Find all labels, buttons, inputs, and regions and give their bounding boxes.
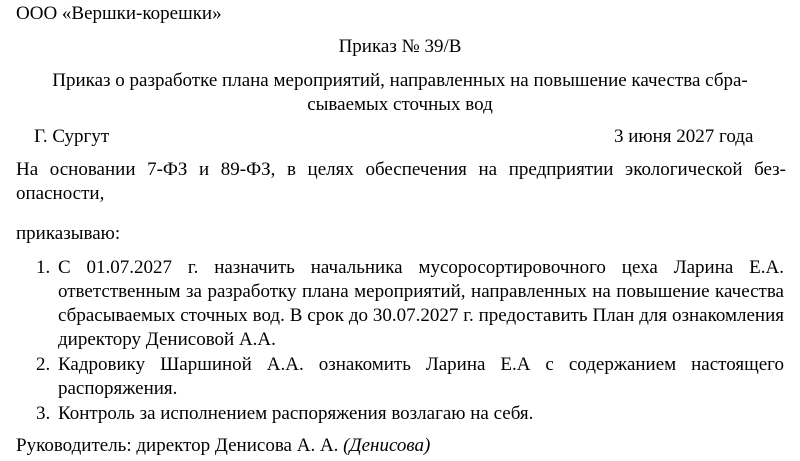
item-number: 3. [36, 403, 51, 424]
order-item [36, 256, 784, 352]
item-number: 1. [36, 257, 51, 278]
item-text: С 01.07.2027 г. назначить начальника мусоросортировочного цеха Ларина Е.А. ответственным за разработку плана мероприятий, направленных на повышение качества сбрасываемых сточных вод. В срок до 30.07.2027 г. предоставить План для ознакомления директору Денисовой А.А. [58, 257, 784, 350]
signature-label: Руководитель: директор Денисова А. А. [16, 435, 339, 456]
signature-line [16, 434, 430, 458]
order-city: Г. Сургут [34, 126, 110, 147]
order-title-line-2: сываемых сточных вод [307, 94, 493, 115]
item-text: Контроль за исполнением распоряжения возлагаю на себя. [58, 403, 534, 424]
order-title-line-1: Приказ о разработке плана мероприятий, направленных на повышение качества сбра- [52, 70, 748, 91]
handwritten-signature: (Денисова) [343, 435, 431, 456]
order-basis: На основании 7-ФЗ и 89-ФЗ, в целях обеспечения на предприятии экологической без-опасности, [16, 159, 786, 204]
item-number: 2. [36, 354, 51, 375]
order-number: Приказ № 39/В [338, 36, 462, 57]
item-text: Кадровику Шаршиной А.А. ознакомить Ларина Е.А с содержанием настоящего распоряжения. [58, 354, 784, 399]
decree-word: приказываю: [16, 223, 121, 244]
company-name: ООО «Вершки-корешки» [16, 3, 222, 24]
order-date: 3 июня 2027 года [614, 126, 754, 147]
order-item [36, 402, 784, 426]
order-item [36, 353, 784, 401]
